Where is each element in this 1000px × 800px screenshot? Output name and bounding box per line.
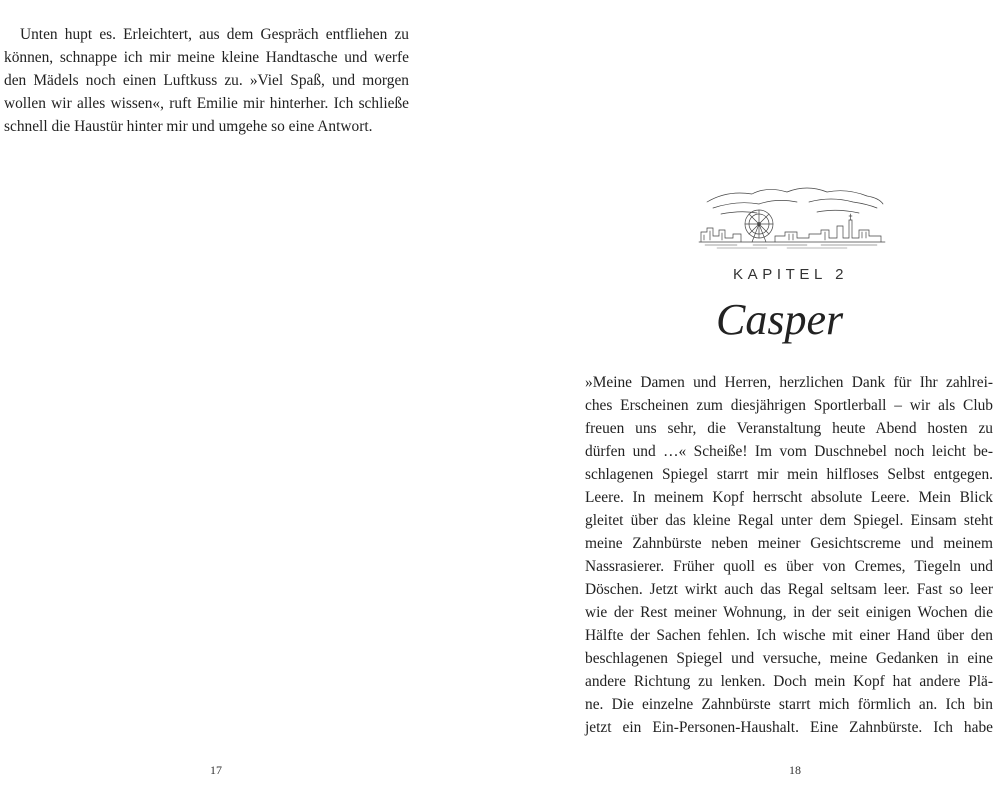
- text-line: andere Richtung zu lenken. Doch mein Kopf hat andere Plä-: [585, 673, 993, 690]
- chapter-label: KAPITEL 2: [733, 266, 849, 283]
- text-line: meine Zahnbürste neben meiner Gesichtscreme und meinem: [585, 535, 993, 552]
- text-line: wie der Rest meiner Wohnung, in der seit einigen Wochen die: [585, 604, 993, 621]
- left-page-text: [4, 23, 409, 138]
- text-line: Unten hupt es. Erleichtert, aus dem Gespräch entfliehen zu: [20, 26, 409, 43]
- text-line: Hälfte der Sachen fehlen. Ich wische mit einer Hand über den: [585, 627, 993, 644]
- text-line: freuen uns sehr, die Veranstaltung heute Abend hosten zu: [585, 420, 993, 437]
- page-number-right: 18: [789, 763, 801, 777]
- text-line: wollen wir alles wissen«, ruft Emilie mir hinterher. Ich schließe: [4, 95, 409, 112]
- text-line: »Meine Damen und Herren, herzlichen Dank für Ihr zahlrei-: [585, 374, 993, 391]
- right-page-text: [585, 371, 993, 739]
- chapter-title: [710, 290, 880, 354]
- text-line: können, schnappe ich mir meine kleine Handtasche und werfe: [4, 49, 409, 66]
- text-line: gleitet über das kleine Regal unter dem Spiegel. Einsam steht: [585, 512, 993, 529]
- text-line: Nassrasierer. Früher quoll es über von Cremes, Tiegeln und: [585, 558, 993, 575]
- text-line: jetzt ein Ein-Personen-Haushalt. Eine Zahnbürste. Ich habe: [585, 719, 993, 736]
- text-line: ne. Die einzelne Zahnbürste starrt mich förmlich an. Ich bin: [585, 696, 993, 713]
- text-line: dürfen und …« Scheiße! Im vom Duschnebel noch leicht be-: [585, 443, 993, 460]
- city-skyline-ferris-wheel-icon: [697, 180, 887, 252]
- text-line: ches Erscheinen zum diesjährigen Sportlerball – wir als Club: [585, 397, 993, 414]
- right-page: [500, 0, 1000, 800]
- text-line: schlagenen Spiegel starrt mir mein hilfloses Selbst entgegen.: [585, 466, 993, 483]
- text-line: Döschen. Jetzt wirkt auch das Regal seltsam leer. Fast so leer: [585, 581, 993, 598]
- page-number-left: 17: [210, 763, 222, 777]
- text-line: schnell die Haustür hinter mir und umgehe so eine Antwort.: [4, 118, 373, 135]
- chapter-title-text: Casper: [716, 295, 844, 344]
- text-line: Leere. In meinem Kopf herrscht absolute Leere. Mein Blick: [585, 489, 993, 506]
- text-line: beschlagenen Spiegel und versuche, meine Gedanken in eine: [585, 650, 993, 667]
- text-line: den Mädels noch einen Luftkuss zu. »Viel Spaß, und morgen: [4, 72, 409, 89]
